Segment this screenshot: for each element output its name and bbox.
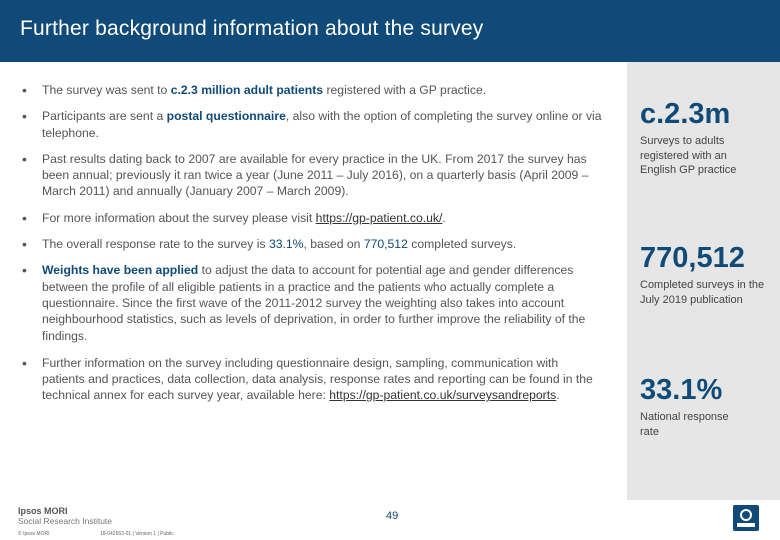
highlight-text: Weights have been applied bbox=[42, 263, 199, 278]
bullet-further-info bbox=[22, 355, 602, 404]
page-title: Further background information about the survey bbox=[20, 17, 484, 40]
bullet-text: Past results dating back to 2007 are available for every practice in the UK. From 2017 the survey has been annual; previously it ran twice a year (June 2011 – July 2016), on a quarterly basis (April 2009 – March 2011) and annually (January 2007 – March 2009). bbox=[42, 151, 589, 199]
stat-completed-surveys bbox=[640, 242, 765, 307]
page-number: 49 bbox=[386, 510, 399, 522]
bullet-list bbox=[22, 82, 602, 404]
bullet-weights bbox=[22, 262, 602, 343]
ipsos-brand-icon bbox=[733, 505, 759, 531]
bullet-text: Further information on the survey including questionnaire design, sampling, communication with patients and practices, data collection, data analysis, response rates and reporting can be found in the technical annex for each survey year, available here: bbox=[42, 355, 593, 403]
bullet-past-results bbox=[22, 151, 602, 200]
ipsos-mori-logo bbox=[18, 506, 112, 526]
copyright: © Ipsos MORI bbox=[18, 531, 50, 537]
bullet-survey-sent bbox=[22, 82, 602, 98]
stat-description: Completed surveys in the July 2019 publication bbox=[640, 279, 765, 306]
bullet-text: , also with the option of completing the survey online or via telephone. bbox=[42, 109, 602, 140]
bullet-response-rate bbox=[22, 236, 602, 252]
document-reference: 18-042653-01 | Version 1 | Public bbox=[100, 531, 174, 537]
highlight-text: 770,512 bbox=[363, 237, 408, 252]
highlight-text: c.2.3 million adult patients bbox=[170, 83, 324, 97]
bullet-text: Participants are sent a bbox=[42, 109, 167, 124]
stat-value: 33.1% bbox=[640, 374, 723, 406]
logo-line1: Ipsos MORI bbox=[18, 506, 68, 516]
bullet-text: The survey was sent to bbox=[42, 83, 171, 97]
surveys-and-reports-link[interactable]: https://gp-patient.co.uk/surveysandreports bbox=[329, 388, 557, 403]
bullet-text: registered with a GP practice. bbox=[323, 83, 487, 97]
bullet-text: The overall response rate to the survey is bbox=[42, 237, 269, 252]
bullet-postal-questionnaire bbox=[22, 108, 602, 141]
highlight-text: 33.1% bbox=[268, 237, 304, 252]
stat-value: 770,512 bbox=[640, 242, 745, 274]
stat-value: c.2.3m bbox=[640, 98, 731, 130]
bullet-text: completed surveys. bbox=[407, 237, 517, 252]
stat-response-rate bbox=[640, 374, 750, 439]
stat-surveys-sent bbox=[640, 98, 758, 178]
highlight-text: postal questionnaire bbox=[166, 109, 286, 124]
survey-website-link[interactable]: https://gp-patient.co.uk/ bbox=[315, 210, 443, 225]
bullet-text: . bbox=[556, 388, 560, 403]
bullet-text: . bbox=[442, 210, 446, 225]
bullet-more-info bbox=[22, 210, 602, 226]
header-banner bbox=[0, 0, 780, 62]
stat-description: Surveys to adults registered with an English GP practice bbox=[640, 135, 737, 176]
bullet-text: , based on bbox=[303, 237, 364, 252]
stat-description: National response rate bbox=[640, 411, 729, 438]
bullet-text: to adjust the data to account for potential age and gender differences between the profile of all eligible patients in a practice and the patients who actually complete a questionnaire. Since the first wave of the 2011-2012 survey the weighting also takes into account neighbourhood statistics, such as levels of deprivation, in order to further improve the reliability of the findings. bbox=[42, 263, 586, 343]
logo-line2: Social Research Institute bbox=[18, 516, 113, 526]
bullet-text: For more information about the survey please visit bbox=[42, 210, 316, 225]
